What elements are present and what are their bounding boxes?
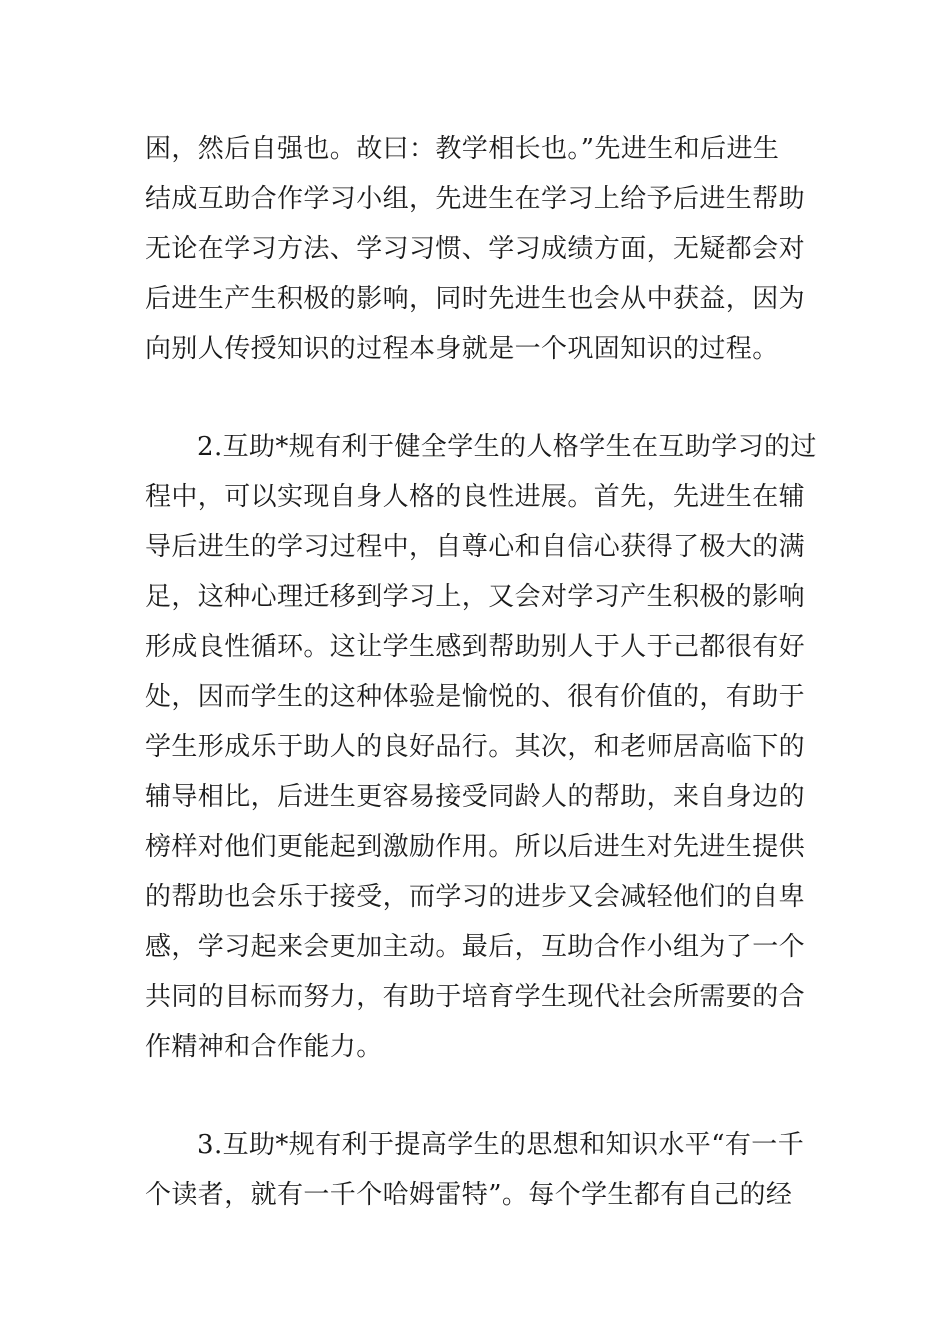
paragraph-line: 形成良性循环。这让学生感到帮助别人于人于己都很有好 (145, 632, 806, 662)
paragraph-line: 辅导相比，后进生更容易接受同龄人的帮助，来自身边的 (145, 782, 806, 812)
paragraph-line: 困，然后自强也。故曰：教学相长也。”先进生和后进生 (145, 134, 780, 164)
paragraph-line: 榜样对他们更能起到激励作用。所以后进生对先进生提供 (145, 832, 806, 862)
paragraph-line: 无论在学习方法、学习习惯、学习成绩方面，无疑都会对 (145, 234, 806, 264)
paragraph-line: 3.互助*规有利于提高学生的思想和知识水平“有一千 (197, 1130, 805, 1160)
paragraph-line: 感，学习起来会更加主动。最后，互助合作小组为了一个 (145, 932, 806, 962)
paragraph-line: 学生形成乐于助人的良好品行。其次，和老师居高临下的 (145, 732, 806, 762)
paragraph-line: 结成互助合作学习小组，先进生在学习上给予后进生帮助 (145, 184, 806, 214)
paragraph-line: 共同的目标而努力，有助于培育学生现代社会所需要的合 (145, 982, 806, 1012)
paragraph-line: 后进生产生积极的影响，同时先进生也会从中获益，因为 (145, 284, 806, 314)
paragraph-line: 导后进生的学习过程中，自尊心和自信心获得了极大的满 (145, 532, 806, 562)
paragraph-line: 向别人传授知识的过程本身就是一个巩固知识的过程。 (145, 334, 779, 364)
paragraph-line: 足，这种心理迁移到学习上，又会对学习产生积极的影响 (145, 582, 806, 612)
paragraph-line: 处，因而学生的这种体验是愉悦的、很有价值的，有助于 (145, 682, 806, 712)
paragraph-line: 2.互助*规有利于健全学生的人格学生在互助学习的过 (197, 432, 817, 462)
paragraph-line: 程中，可以实现自身人格的良性进展。首先，先进生在辅 (145, 482, 806, 512)
paragraph-line: 的帮助也会乐于接受，而学习的进步又会减轻他们的自卑 (145, 882, 806, 912)
paragraph-line: 个读者，就有一千个哈姆雷特”。每个学生都有自己的经 (145, 1180, 793, 1210)
paragraph-line: 作精神和合作能力。 (145, 1032, 383, 1062)
